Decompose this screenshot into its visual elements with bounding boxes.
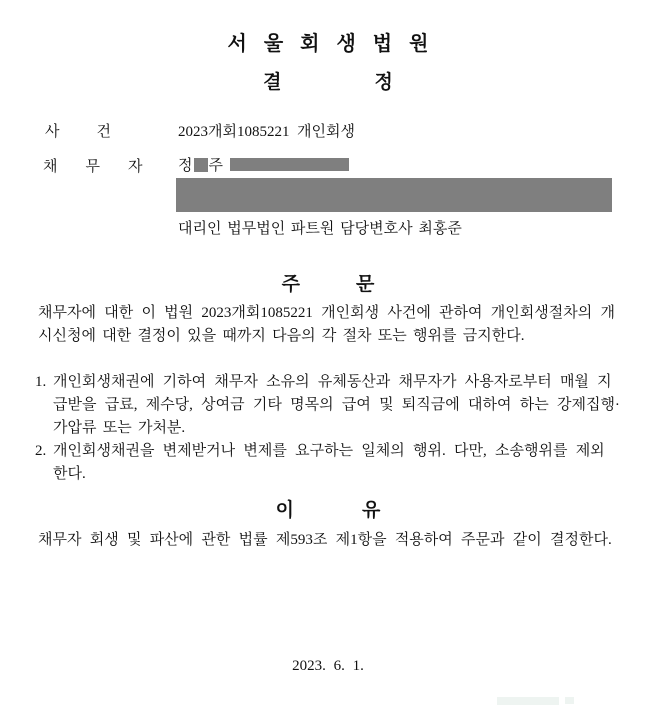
debtor-label-char: 채 bbox=[43, 159, 58, 175]
reason-line: 채무자 회생 및 파산에 관한 법률 제593조 제1항을 적용하여 주문과 같이 결정한다. bbox=[38, 532, 612, 548]
stamp-remnant bbox=[497, 697, 559, 705]
debtor-label-char: 무 bbox=[85, 159, 100, 175]
debtor-label bbox=[43, 155, 143, 176]
order-heading-char: 주 bbox=[281, 274, 300, 295]
doc-type-char: 결 bbox=[263, 72, 282, 93]
reason-heading-char: 유 bbox=[362, 500, 381, 521]
order-intro-line: 시신청에 대한 결정이 있을 때까지 다음의 각 절차 또는 행위를 금지한다. bbox=[38, 328, 525, 344]
debtor-name-first-char: 정 bbox=[178, 158, 193, 174]
case-label-char: 사 bbox=[45, 124, 60, 140]
stamp-remnant bbox=[565, 697, 574, 704]
case-label-char: 건 bbox=[96, 124, 111, 140]
order-item-line: 급받을 급료, 제수당, 상여금 기타 명목의 급여 및 퇴직금에 대하여 하는 강제집행· bbox=[53, 397, 620, 413]
order-item-line: 가압류 또는 가처분. bbox=[53, 420, 186, 436]
redaction-square bbox=[194, 158, 208, 172]
document-type-title bbox=[0, 67, 656, 94]
reason-heading-char: 이 bbox=[275, 500, 294, 521]
court-name-title: 서울회생법원 bbox=[227, 33, 446, 55]
reason-paragraph bbox=[38, 529, 632, 552]
case-number: 2023개회1085221 개인회생 bbox=[178, 124, 355, 140]
redaction-bar bbox=[230, 158, 349, 171]
order-item-line: 개인회생채권에 기하여 채무자 소유의 유체동산과 채무자가 사용자로부터 매월 지 bbox=[53, 374, 612, 390]
order-item-line: 개인회생채권을 변제받거나 변제를 요구하는 일체의 행위. 다만, 소송행위를 제외 bbox=[53, 443, 605, 459]
doc-type-char: 정 bbox=[374, 72, 393, 93]
debtor-name-last-char: 주 bbox=[208, 158, 223, 174]
order-item-list bbox=[35, 371, 632, 486]
decision-date: 2023. 6. 1. bbox=[292, 658, 364, 674]
order-intro-line: 채무자에 대한 이 법원 2023개회1085221 개인회생 사건에 관하여 개인회생절차의 개 bbox=[38, 305, 615, 321]
order-item-line: 한다. bbox=[53, 466, 86, 482]
order-section-heading bbox=[0, 269, 656, 296]
reason-section-heading bbox=[0, 495, 656, 522]
order-heading-char: 문 bbox=[356, 274, 375, 295]
order-intro-paragraph bbox=[38, 302, 632, 348]
debtor-label-char: 자 bbox=[128, 159, 143, 175]
redaction-block bbox=[176, 178, 612, 212]
order-item-2 bbox=[35, 440, 632, 486]
case-label bbox=[45, 120, 111, 141]
representative-line: 대리인 법무법인 파트원 담당변호사 최홍준 bbox=[178, 221, 462, 237]
debtor-name bbox=[178, 154, 349, 175]
order-item-number: 1. bbox=[35, 374, 47, 390]
order-item-number: 2. bbox=[35, 443, 47, 459]
order-item-1 bbox=[35, 371, 632, 440]
